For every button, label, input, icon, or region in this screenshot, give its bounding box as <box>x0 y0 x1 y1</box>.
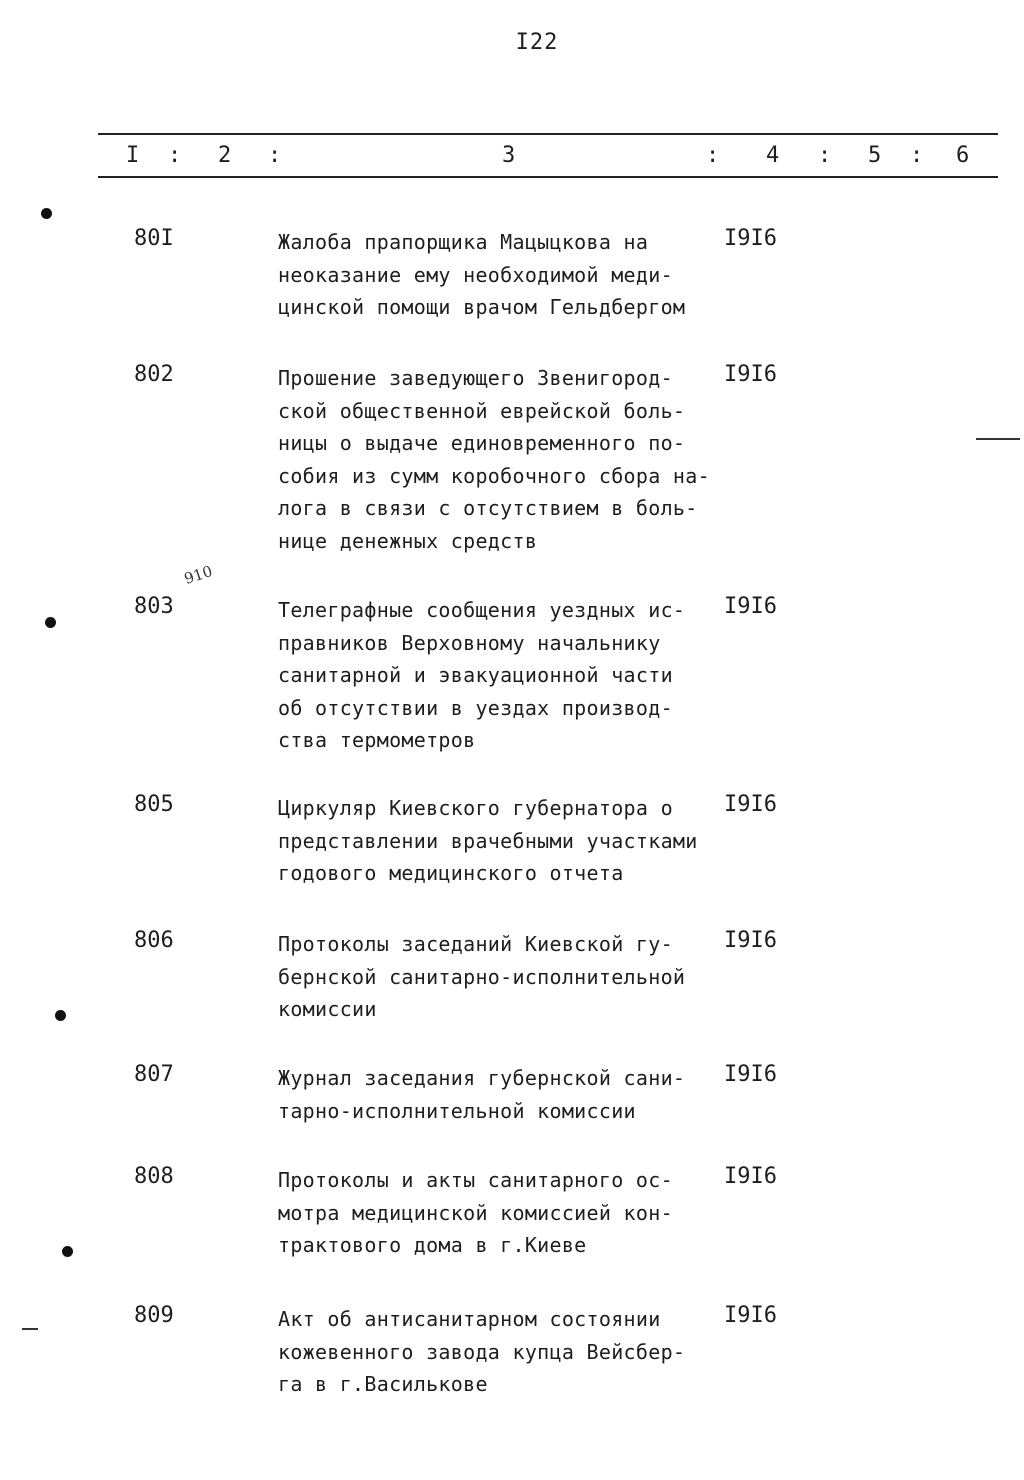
entry-description <box>278 792 728 890</box>
description-line: Протоколы и акты санитарного ос- <box>278 1168 673 1192</box>
column-separator: : <box>706 143 720 168</box>
entry-number: 806 <box>134 928 174 953</box>
column-separator: : <box>818 143 832 168</box>
description-line: лога в связи с отсутствием в боль- <box>278 496 698 520</box>
entry-year: I9I6 <box>724 594 777 619</box>
column-header-3: 3 <box>502 143 516 168</box>
scan-mark <box>22 1328 38 1330</box>
description-line: неоказание ему необходимой меди- <box>278 262 673 287</box>
description-line: ства термометров <box>278 728 476 752</box>
entry-number: 80I <box>134 226 174 251</box>
column-separator: : <box>268 143 282 168</box>
entry-number: 809 <box>134 1303 174 1328</box>
punch-hole <box>62 1246 73 1257</box>
handwritten-annotation: 910 <box>181 562 215 588</box>
punch-hole <box>55 1010 66 1021</box>
description-line: трактового дома в г.Киеве <box>278 1233 587 1257</box>
description-line: собия из сумм коробочного сбора на- <box>278 463 710 488</box>
page-number: I22 <box>515 30 559 55</box>
description-line: цинской помощи врачом Гельдбергом <box>278 295 686 319</box>
entry-year: I9I6 <box>724 792 777 817</box>
entry-year: I9I6 <box>724 928 777 953</box>
description-line: Жалоба прапорщика Мацыцкова на <box>278 230 649 254</box>
description-line: комиссии <box>278 997 377 1021</box>
description-line: Прошение заведующего Звенигород- <box>278 366 673 390</box>
description-line: бернской санитарно-исполнительной <box>278 964 686 989</box>
entry-number: 808 <box>134 1164 174 1189</box>
description-line: ской общественной еврейской боль- <box>278 398 686 423</box>
column-header-5: 5 <box>868 143 882 168</box>
entry-number: 802 <box>134 362 174 387</box>
entry-year: I9I6 <box>724 1164 777 1189</box>
description-line: ницы о выдаче единовременного по- <box>278 431 686 455</box>
scan-mark <box>976 438 1020 440</box>
entry-description <box>278 362 728 557</box>
entry-number: 803 <box>134 594 174 619</box>
column-separator: : <box>910 143 924 168</box>
entry-description <box>278 1164 728 1262</box>
table-top-rule <box>98 133 998 135</box>
description-line: Акт об антисанитарном состоянии <box>278 1307 661 1331</box>
entry-description <box>278 226 728 324</box>
column-header-1: I <box>126 143 140 168</box>
description-line: га в г.Василькове <box>278 1372 488 1396</box>
description-line: санитарной и эвакуационной части <box>278 663 673 687</box>
entry-year: I9I6 <box>724 1062 777 1087</box>
entry-number: 807 <box>134 1062 174 1087</box>
entry-year: I9I6 <box>724 226 777 251</box>
description-line: Телеграфные сообщения уездных ис- <box>278 598 686 622</box>
description-line: Циркуляр Киевского губернатора о <box>278 796 673 820</box>
description-line: нице денежных средств <box>278 528 538 553</box>
entry-description <box>278 1303 728 1401</box>
description-line: Протоколы заседаний Киевской гу- <box>278 932 673 956</box>
punch-hole <box>41 208 52 219</box>
column-separator: : <box>168 143 182 168</box>
description-line: об отсутствии в уездах производ- <box>278 695 673 720</box>
column-header-2: 2 <box>218 143 232 168</box>
entry-year: I9I6 <box>724 362 777 387</box>
entry-year: I9I6 <box>724 1303 777 1328</box>
entry-description <box>278 594 728 757</box>
description-line: правников Верховному начальнику <box>278 630 661 655</box>
punch-hole <box>45 617 56 628</box>
entry-description <box>278 1062 728 1127</box>
table-header-rule <box>98 176 998 178</box>
description-line: мотра медицинской комиссией кон- <box>278 1200 673 1225</box>
description-line: Журнал заседания губернской сани- <box>278 1066 686 1090</box>
entry-description <box>278 928 728 1026</box>
description-line: кожевенного завода купца Вейсбер- <box>278 1339 686 1364</box>
description-line: тарно-исполнительной комиссии <box>278 1098 636 1123</box>
description-line: годового медицинского отчета <box>278 861 624 885</box>
entry-number: 805 <box>134 792 174 817</box>
column-header-6: 6 <box>956 143 970 168</box>
column-header-4: 4 <box>766 143 780 168</box>
description-line: представлении врачебными участками <box>278 828 698 853</box>
